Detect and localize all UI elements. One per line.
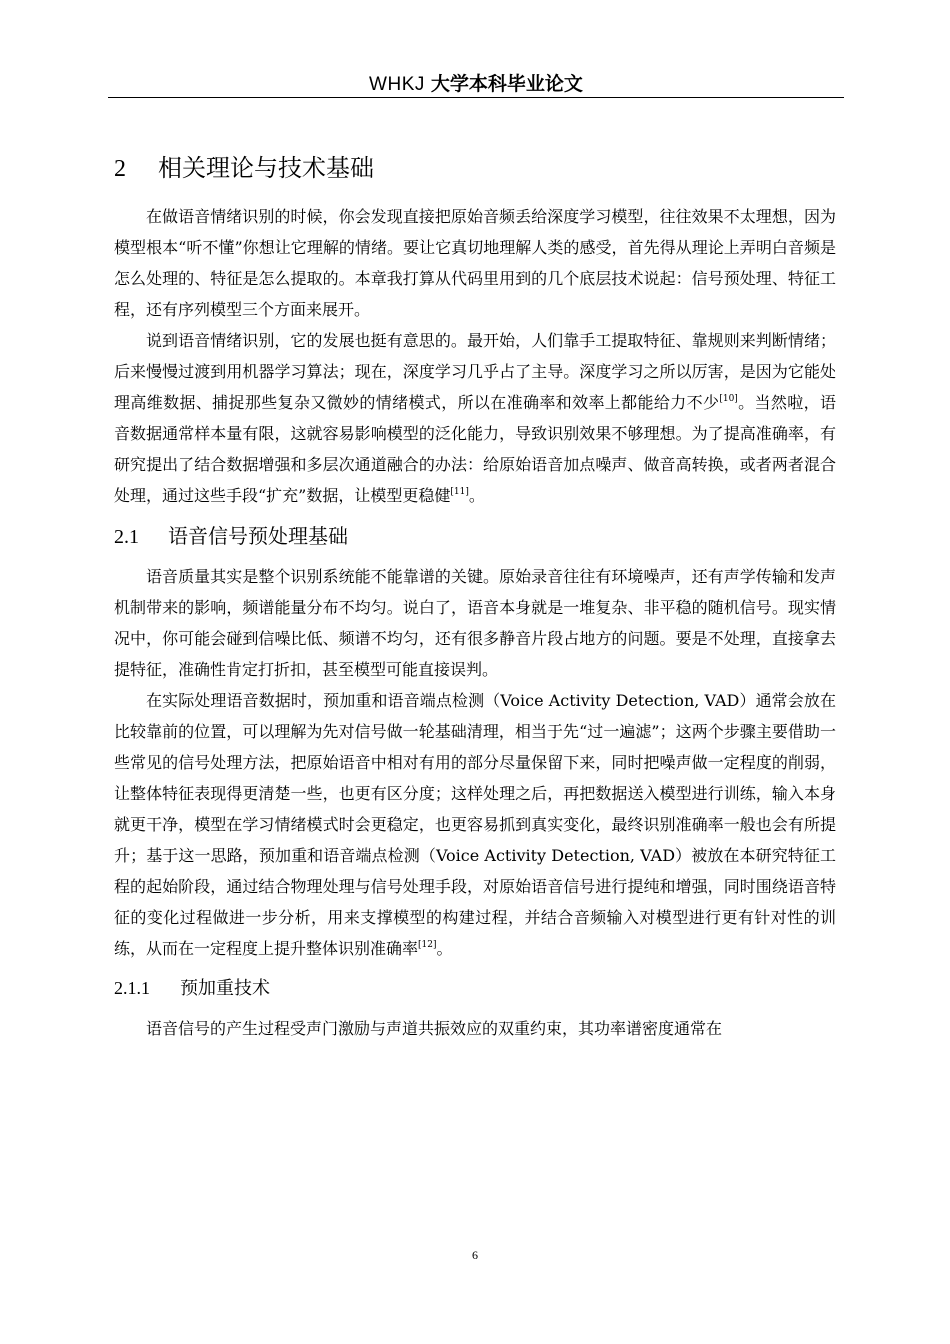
paragraph-section-1: 语音质量其实是整个识别系统能不能靠谱的关键。原始录音往往有环境噪声，还有声学传输和发声机制带来的影响，频谱能量分布不均匀。说白了，语音本身就是一堆复杂、非平稳的随机信号。现实情况中，你可能会碰到信噪比低、频谱不均匀，还有很多静音片段占地方的问题。要是不处理，直接拿去提特征，准确性肯定打折扣，甚至模型可能直接误判。 — [114, 567, 836, 679]
header-latin: WHKJ — [369, 74, 425, 95]
paragraph-intro-1: 在做语音情绪识别的时候，你会发现直接把原始音频丢给深度学习模型，往往效果不太理想，因为模型根本“听不懂”你想让它理解的情绪。要让它真切地理解人类的感受，首先得从理论上弄明白音频是怎么处理的、特征是怎么提取的。本章我打算从代码里用到的几个底层技术说起：信号预处理、特征工程，还有序列模型三个方面来展开。 — [114, 207, 836, 319]
citation-10: [10] — [719, 394, 738, 404]
chapter-number: 2 — [114, 156, 126, 182]
section-title: 语音信号预处理基础 — [168, 524, 348, 548]
paragraph-text: 说到语音情绪识别，它的发展也挺有意思的。最开始，人们靠手工提取特征、靠规则来判断情绪；后来慢慢过渡到用机器学习算法；现在，深度学习几乎占了主导。深度学习之所以厉害，是因为它能处理高维数据、捕捉那些复杂又微妙的情绪模式，所以在准确率和效率上都能给力不少 — [114, 331, 836, 412]
page-number: 6 — [472, 1248, 478, 1262]
paragraph-section-2 — [114, 685, 836, 964]
body-content — [114, 150, 836, 1044]
citation-12: [12] — [418, 940, 437, 950]
subsection-heading — [114, 972, 836, 1005]
chapter-heading — [114, 150, 836, 187]
paragraph-text: 。当然啦，语音数据通常样本量有限，这就容易影响模型的泛化能力，导致识别效果不够理想。为了提高准确率，有研究提出了结合数据增强和多层次通道融合的办法：给原始语音加点噪声、做音高转换，或者两者混合处理，通过这些手段“扩充”数据，让模型更稳健 — [114, 393, 836, 505]
subsection-number: 2.1.1 — [114, 978, 150, 998]
running-header — [108, 71, 844, 98]
paragraph-subsection-1: 语音信号的产生过程受声门激励与声道共振效应的双重约束，其功率谱密度通常在 — [146, 1019, 723, 1038]
chapter-title: 相关理论与技术基础 — [158, 154, 374, 182]
header-title: 大学本科毕业论文 — [430, 73, 583, 95]
paragraph-intro-2 — [114, 325, 836, 511]
paragraph-text: 。 — [468, 486, 485, 505]
paragraph-text: 。 — [436, 939, 453, 958]
citation-11: [11] — [450, 487, 469, 497]
section-number: 2.1 — [114, 526, 139, 548]
section-heading — [114, 520, 836, 553]
subsection-title: 预加重技术 — [180, 978, 270, 999]
header-rule — [108, 97, 844, 98]
paragraph-text: 在实际处理语音数据时，预加重和语音端点检测（Voice Activity Detection, VAD）通常会放在比较靠前的位置，可以理解为先对信号做一轮基础清理，相当于先“过一遍滤”；这两个步骤主要借助一些常见的信号处理方法，把原始语音中相对有用的部分尽量保留下来，同时把噪声做一定程度的削弱，让整体特征表现得更清楚一些，也更有区分度；这样处理之后，再把数据送入模型进行训练，输入本身就更干净，模型在学习情绪模式时会更稳定，也更容易抓到真实变化，最终识别准确率一般也会有所提升；基于这一思路，预加重和语音端点检测（Voice Activity Detection, VAD）被放在本研究特征工程的起始阶段，通过结合物理处理与信号处理手段，对原始语音信号进行提纯和增强，同时围绕语音特征的变化过程做进一步分析，用来支撑模型的构建过程，并结合音频输入对模型进行更有针对性的训练，从而在一定程度上提升整体识别准确率 — [114, 691, 836, 958]
